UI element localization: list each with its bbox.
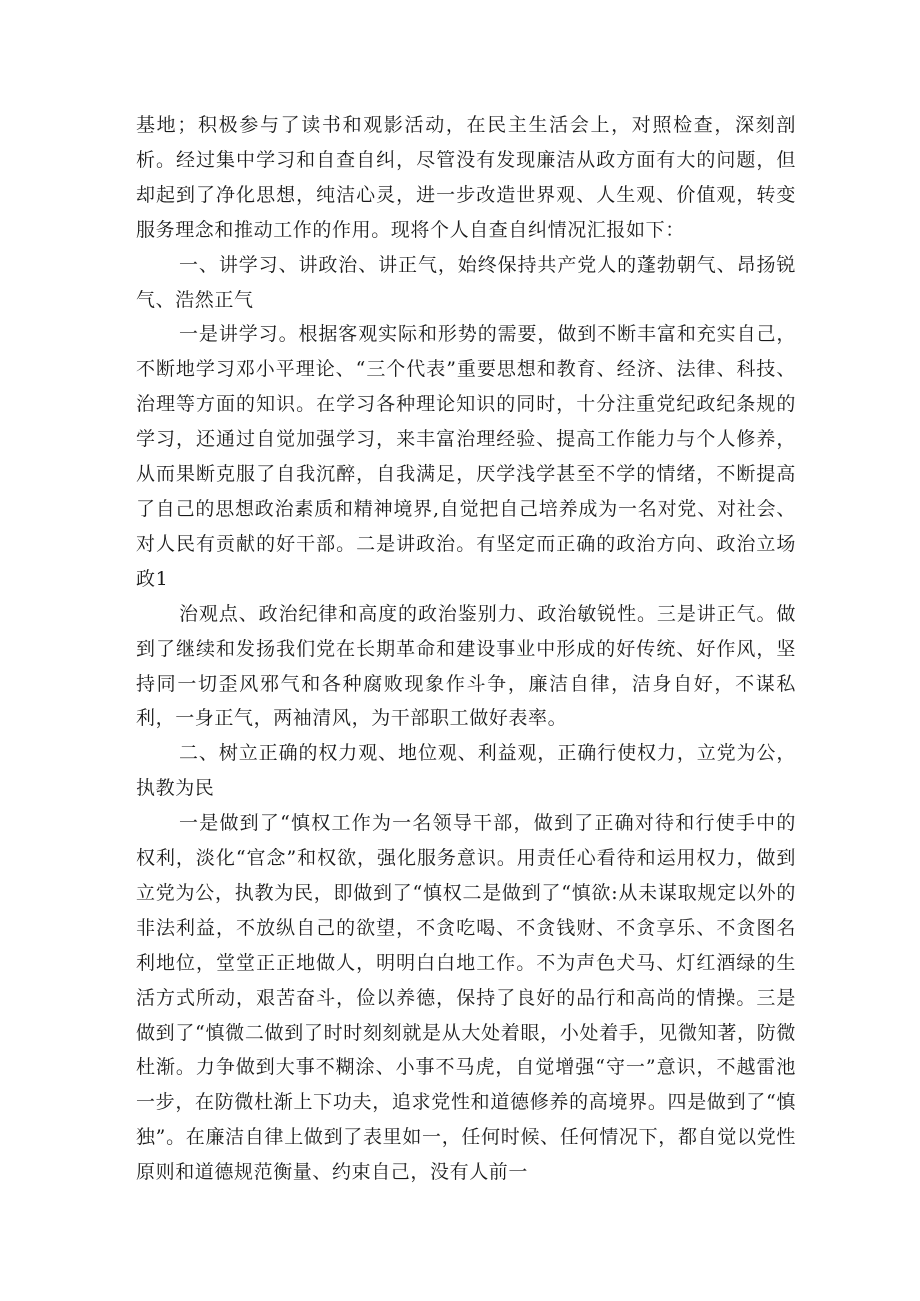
section-heading-1: 一、讲学习、讲政治、讲正气，始终保持共产党人的蓬勃朝气、昂扬锐气、浩然正气: [136, 253, 796, 311]
paragraph-power-caution: 一是做到了“慎权工作为一名领导干部，做到了正确对待和行使手中的权利，淡化“官念”和权欲，强化服务意识。用责任心看待和运用权力，做到立党为公，执教为民，即做到了“慎权二是做到了“慎欲:从未谋取规定以外的非法利益，不放纵自己的欲望，不贪吃喝、不贪钱财、不贪享乐、不贪图名利地位，堂堂正正地做人，明明白白地工作。不为声色犬马、灯红酒绿的生活方式所动，艰苦奋斗，俭以养德，保持了良好的品行和高尚的情操。三是做到了“慎微二做到了时时刻刻就是从大处着眼，小处着手，见微知著，防微杜渐。力争做到大事不糊涂、小事不马虎，自觉增强“守一”意识，不越雷池一步，在防微杜渐上下功夫，追求党性和道德修养的高境界。四是做到了“慎独”。在廉洁自律上做到了表里如一，任何时候、任何情况下，都自觉以党性原则和道德规范衡量、约束自己，没有人前一: [136, 812, 796, 1184]
paragraph-intro: 基地；积极参与了读书和观影活动，在民主生活会上，对照检查，深刻剖析。经过集中学习和自查自纠，尽管没有发现廉洁从政方面有大的问题，但却起到了净化思想，纯洁心灵，进一步改造世界观、人生观、价值观，转变服务理念和推动工作的作用。现将个人自查自纠情况汇报如下：: [136, 114, 796, 241]
paragraph-righteousness: 治观点、政治纪律和高度的政治鉴别力、政治敏锐性。三是讲正气。做到了继续和发扬我们党在长期革命和建设事业中形成的好传统、好作风，坚持同一切歪风邪气和各种腐败现象作斗争，廉洁自律，洁身自好，不谋私利，一身正气，两袖清风，为干部职工做好表率。: [136, 602, 796, 730]
document-body: [136, 108, 796, 1190]
section-heading-2: 二、树立正确的权力观、地位观、利益观，正确行使权力，立党为公，执教为民: [136, 742, 796, 800]
paragraph-study-politics: 一是讲学习。根据客观实际和形势的需要，做到不断丰富和充实自己，不断地学习邓小平理论、“三个代表”重要思想和教育、经济、法律、科技、治理等方面的知识。在学习各种理论知识的同时，十分注重党纪政纪条规的学习，还通过自觉加强学习，来丰富治理经验、提高工作能力与个人修养，从而果断克服了自我沉醉，自我满足，厌学浅学甚至不学的情绪，不断提高了自己的思想政治素质和精神境界,自觉把自己培养成为一名对党、对社会、对人民有贡献的好干部。二是讲政治。有坚定而正确的政治方向、政治立场政1: [136, 323, 796, 590]
